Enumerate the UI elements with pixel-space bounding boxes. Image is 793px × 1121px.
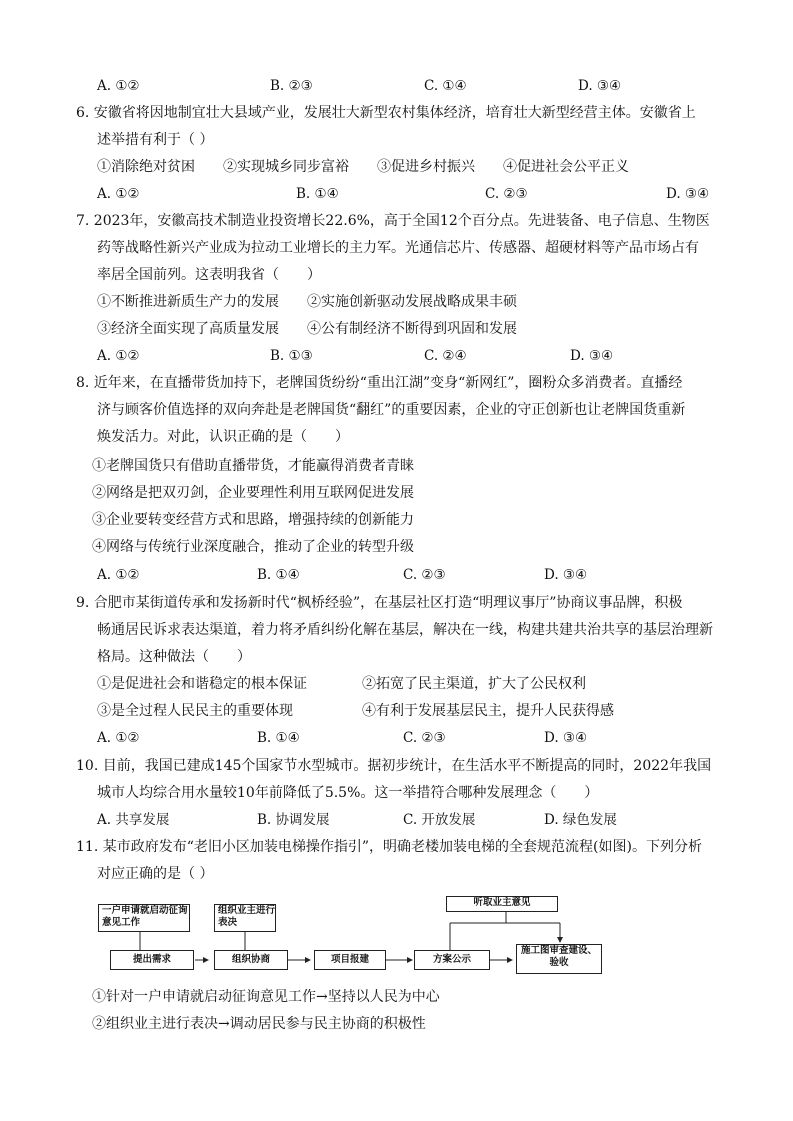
flow-box-top-2: 组织业主进行表决 bbox=[214, 904, 276, 932]
q8-option-c: C. ②③ bbox=[403, 567, 446, 583]
q11-statement: ①针对一户申请就启动征询意见工作→坚持以人民为中心 bbox=[92, 989, 440, 1005]
q9-stem-line: 格局。这种做法（ ） bbox=[97, 649, 251, 665]
q7-stem-line: 7. 2023年，安徽高技术制造业投资增长22.6%，高于全国12个百分点。先进装备、电子信息、生物医 bbox=[76, 213, 710, 229]
q9-statement: ③是全过程人民民主的重要体现 bbox=[97, 703, 293, 719]
q7-option-d: D. ③④ bbox=[570, 348, 614, 364]
q8-option-b: B. ①④ bbox=[257, 567, 300, 583]
flow-step-1: 提出需求 bbox=[110, 950, 194, 970]
q6-option-a: A. ①② bbox=[97, 186, 140, 202]
flow-box-top-1: 一户申请就启动征询意见工作 bbox=[98, 904, 190, 932]
flow-step-2: 组织协商 bbox=[214, 950, 288, 970]
flow-step-5: 施工图审查建设、验收 bbox=[516, 944, 602, 974]
q9-statement: ④有利于发展基层民主，提升人民获得感 bbox=[362, 703, 614, 719]
q6-stem-line: 6. 安徽省将因地制宜壮大县域产业，发展壮大新型农村集体经济，培育壮大新型经营主体。安徽省上 bbox=[76, 105, 696, 121]
q9-stem-line: 9. 合肥市某街道传承和发扬新时代“枫桥经验”，在基层社区打造“明理议事厅”协商议事品牌，积极 bbox=[76, 595, 683, 611]
q8-statement: ②网络是把双刃剑，企业要理性利用互联网促进发展 bbox=[92, 485, 414, 501]
q7-stem-line: 率居全国前列。这表明我省（ ） bbox=[97, 267, 321, 283]
q8-statement: ①老牌国货只有借助直播带货，才能赢得消费者青睐 bbox=[92, 458, 414, 474]
q6-stem-line: 述举措有利于（ ） bbox=[97, 132, 214, 148]
q9-option-a: A. ①② bbox=[97, 730, 140, 746]
q5-option-d: D. ③④ bbox=[578, 78, 622, 94]
q7-statement-line: ③经济全面实现了高质量发展 ④公有制经济不断得到巩固和发展 bbox=[97, 321, 517, 337]
flow-box-top-3: 听取业主意见 bbox=[446, 896, 558, 912]
q7-stem-line: 药等战略性新兴产业成为拉动工业增长的主力军。光通信芯片、传感器、超硬材料等产品市场占有 bbox=[97, 240, 699, 256]
q10-option-d: D. 绿色发展 bbox=[544, 812, 617, 828]
process-flowchart bbox=[90, 890, 700, 980]
q11-stem-line: 11. 某市政府发布“老旧小区加装电梯操作指引”，明确老楼加装电梯的全套规范流程(如图)。下列分析 bbox=[76, 839, 702, 855]
q8-statement: ④网络与传统行业深度融合，推动了企业的转型升级 bbox=[92, 539, 414, 555]
flow-step-4: 方案公示 bbox=[414, 950, 490, 970]
q8-stem-line: 焕发活力。对此，认识正确的是（ ） bbox=[97, 429, 349, 445]
q7-option-b: B. ①③ bbox=[270, 348, 313, 364]
q8-stem-line: 8. 近年来，在直播带货加持下，老牌国货纷纷“重出江湖”变身“新网红”，圈粉众多消费者。直播经 bbox=[76, 375, 683, 391]
q8-option-a: A. ①② bbox=[97, 567, 140, 583]
q9-stem-line: 畅通居民诉求表达渠道，着力将矛盾纠纷化解在基层，解决在一线，构建共建共治共享的基层治理新 bbox=[97, 622, 713, 638]
q10-option-b: B. 协调发展 bbox=[257, 812, 330, 828]
q7-statement-line: ①不断推进新质生产力的发展 ②实施创新驱动发展战略成果丰硕 bbox=[97, 294, 517, 310]
q6-option-b: B. ①④ bbox=[296, 186, 339, 202]
q8-statement: ③企业要转变经营方式和思路，增强持续的创新能力 bbox=[92, 512, 414, 528]
q11-stem-line: 对应正确的是（ ） bbox=[97, 866, 214, 882]
q10-stem-line: 城市人均综合用水量较10年前降低了5.5%。这一举措符合哪种发展理念（ ） bbox=[97, 785, 599, 801]
q9-statement: ②拓宽了民主渠道，扩大了公民权利 bbox=[362, 676, 586, 692]
q11-statement: ②组织业主进行表决→调动居民参与民主协商的积极性 bbox=[92, 1016, 426, 1032]
q5-option-c: C. ①④ bbox=[424, 78, 467, 94]
q7-option-a: A. ①② bbox=[97, 348, 140, 364]
q10-option-c: C. 开放发展 bbox=[403, 812, 476, 828]
q8-option-d: D. ③④ bbox=[544, 567, 588, 583]
q7-option-c: C. ②④ bbox=[424, 348, 467, 364]
q5-option-a: A. ①② bbox=[97, 78, 140, 94]
q6-option-c: C. ②③ bbox=[485, 186, 528, 202]
q6-option-d: D. ③④ bbox=[666, 186, 710, 202]
q5-option-b: B. ②③ bbox=[270, 78, 313, 94]
q10-option-a: A. 共享发展 bbox=[97, 812, 170, 828]
flow-step-3: 项目报建 bbox=[314, 950, 386, 970]
q9-option-d: D. ③④ bbox=[544, 730, 588, 746]
q9-option-c: C. ②③ bbox=[403, 730, 446, 746]
q8-stem-line: 济与顾客价值选择的双向奔赴是老牌国货“翻红”的重要因素，企业的守正创新也让老牌国货重新 bbox=[97, 402, 686, 418]
q9-option-b: B. ①④ bbox=[257, 730, 300, 746]
q10-stem-line: 10. 目前，我国已建成145个国家节水型城市。据初步统计，在生活水平不断提高的同时，2022年我国 bbox=[76, 758, 712, 774]
q6-statements: ①消除绝对贫困 ②实现城乡同步富裕 ③促进乡村振兴 ④促进社会公平正义 bbox=[97, 159, 629, 175]
q9-statement: ①是促进社会和谐稳定的根本保证 bbox=[97, 676, 307, 692]
